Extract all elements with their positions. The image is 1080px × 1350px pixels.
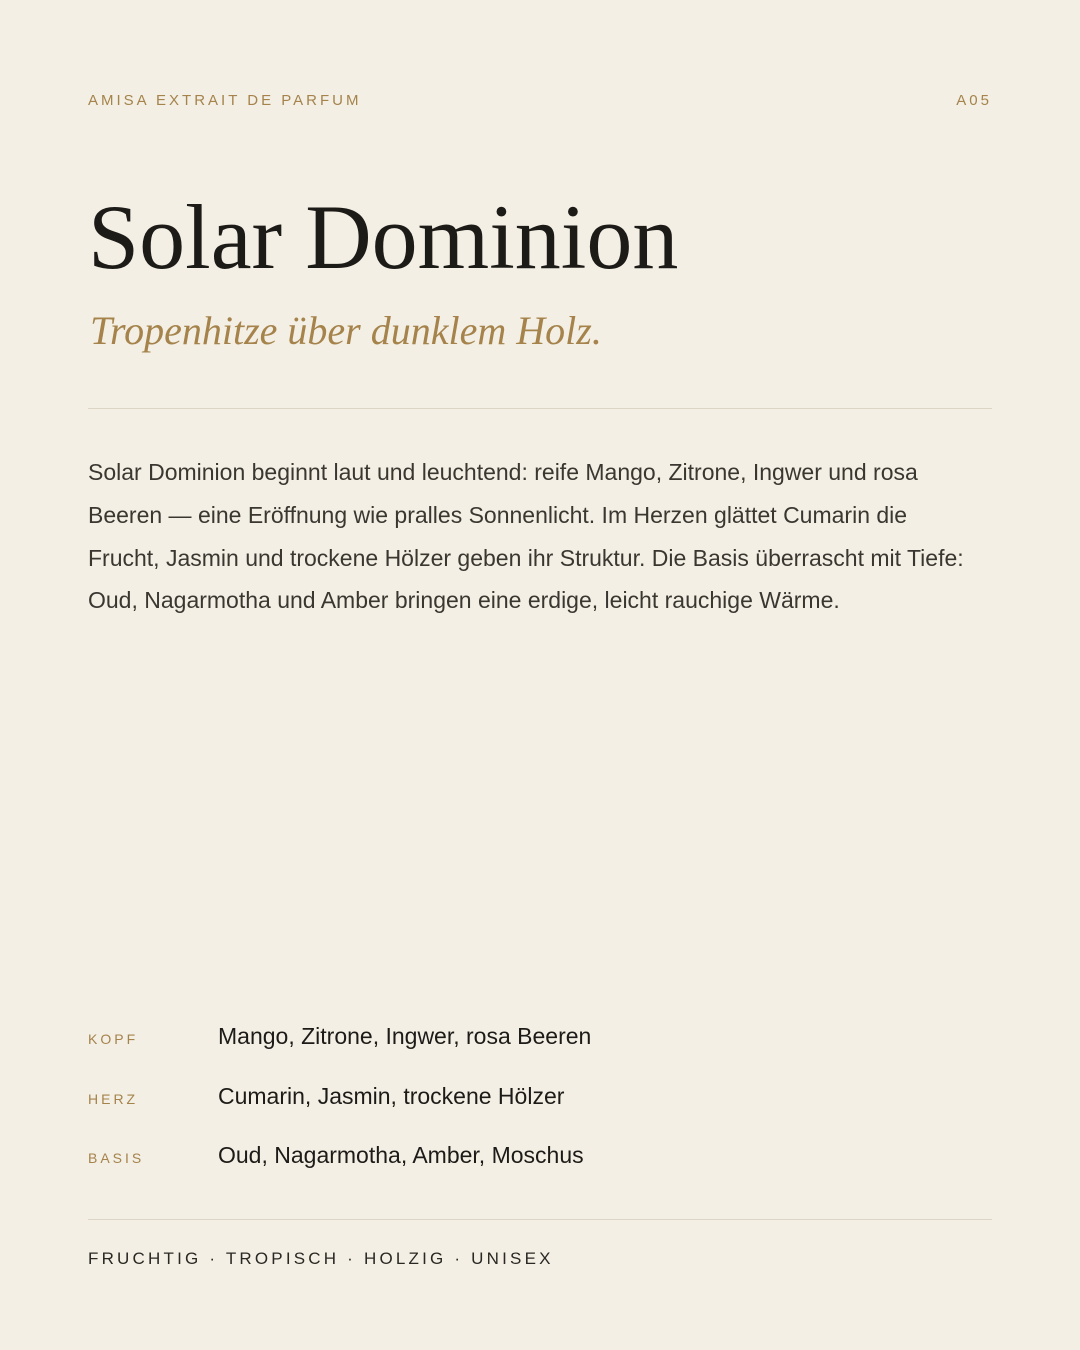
note-row-basis [88,1135,992,1195]
note-label: KOPF [88,1031,139,1047]
scent-tags: FRUCHTIG · TROPISCH · HOLZIG · UNISEX [88,1249,554,1268]
note-label: HERZ [88,1090,139,1107]
top-bar [88,92,992,110]
note-label: BASIS [88,1150,145,1166]
brand-label: AMISA EXTRAIT DE PARFUM [88,92,362,109]
note-value: Mango, Zitrone, Ingwer, rosa Beeren [218,1023,592,1049]
page-subtitle: Tropenhitze über dunklem Holz. [90,308,602,353]
note-value: Oud, Nagarmotha, Amber, Moschus [218,1142,584,1168]
description-text: Solar Dominion beginnt laut und leuchtend: reife Mango, Zitrone, Ingwer und rosa Beeren — eine Eröffnung wie pralles Sonnenlicht. Im Herzen glättet Cumarin die Frucht, Jasmin und trockene Hölzer geben ihr Struktur. Die Basis überrascht mit Tiefe: Oud, Nagarmotha und Amber bringen eine erdige, leicht rauchige Wärme. [88,459,964,614]
note-value: Cumarin, Jasmin, trockene Hölzer [218,1082,565,1109]
product-code: A05 [956,92,992,109]
fragrance-notes [88,1016,992,1195]
top-divider [88,408,992,409]
note-row-kopf [88,1016,992,1076]
page-title: Solar Dominion [88,186,679,288]
note-row-herz [88,1076,992,1136]
bottom-divider [88,1219,992,1220]
